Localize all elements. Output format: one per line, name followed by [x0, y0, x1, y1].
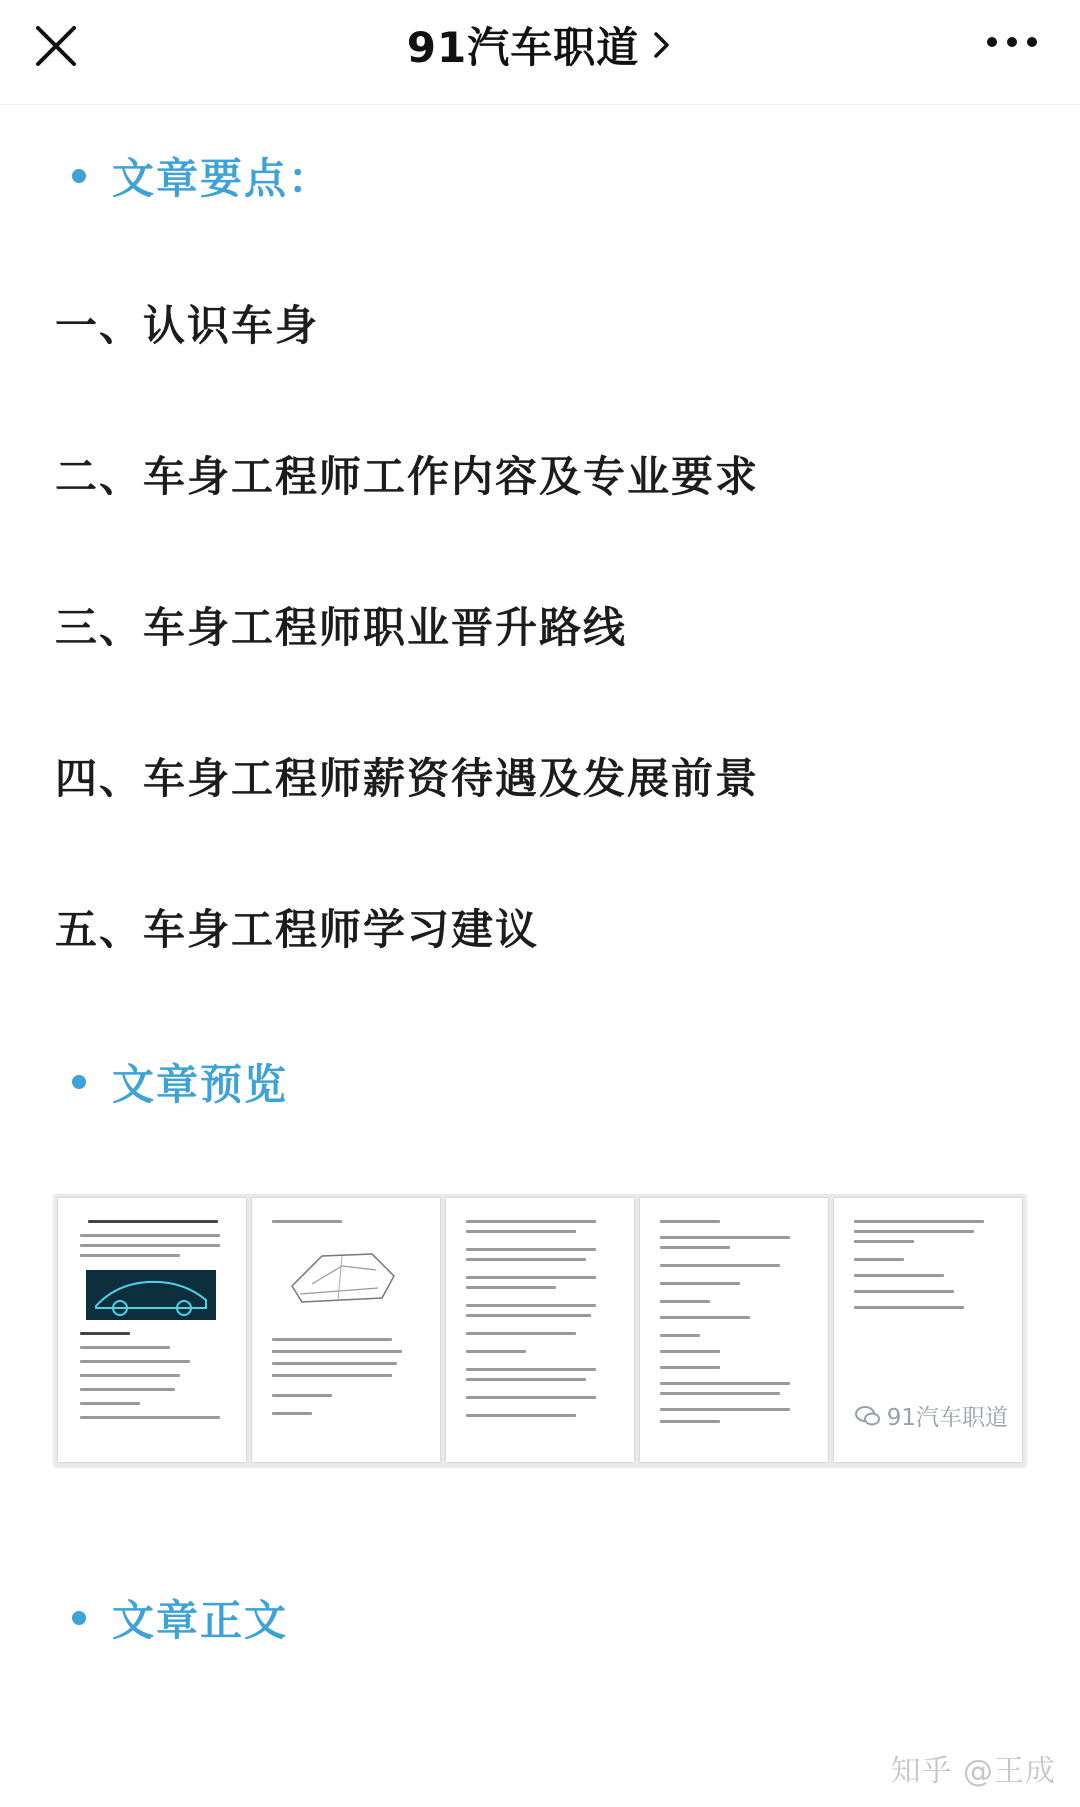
preview-page-2 — [252, 1198, 440, 1462]
car-body-diagram — [282, 1236, 402, 1316]
toc-item-3: 三、车身工程师职业晋升路线 — [55, 603, 628, 652]
section-preview — [72, 1050, 288, 1114]
preview-page-1 — [58, 1198, 246, 1462]
wechat-icon — [855, 1405, 881, 1427]
document-preview-image[interactable] — [54, 1194, 1026, 1466]
preview-page-4 — [640, 1198, 828, 1462]
toc-item-5: 五、车身工程师学习建议 — [55, 905, 540, 954]
bullet-icon — [72, 1075, 86, 1089]
section-title-preview: 文章预览 — [112, 1060, 289, 1109]
toc-item-2: 二、车身工程师工作内容及专业要求 — [55, 452, 760, 501]
section-title-body: 文章正文 — [112, 1596, 289, 1645]
bullet-icon — [72, 1611, 86, 1625]
car-image — [86, 1270, 216, 1320]
section-key-points — [72, 144, 332, 208]
preview-watermark-text: 91汽车职道 — [886, 1405, 1008, 1431]
more-dots-icon[interactable] — [984, 30, 1040, 54]
zhihu-watermark: 知乎 @王成 — [890, 1754, 1056, 1789]
bullet-icon — [72, 169, 86, 183]
toc-item-1: 一、认识车身 — [55, 301, 320, 350]
account-title: 91汽车职道 — [406, 23, 640, 72]
section-body — [72, 1586, 288, 1650]
toc-item-4: 四、车身工程师薪资待遇及发展前景 — [55, 754, 760, 803]
preview-watermark — [855, 1399, 1008, 1432]
account-title-link[interactable] — [0, 10, 1080, 80]
preview-page-3 — [446, 1198, 634, 1462]
preview-page-5 — [834, 1198, 1022, 1462]
chevron-right-icon — [651, 28, 673, 62]
section-title-key-points: 文章要点： — [112, 154, 333, 203]
top-bar — [0, 0, 1080, 105]
